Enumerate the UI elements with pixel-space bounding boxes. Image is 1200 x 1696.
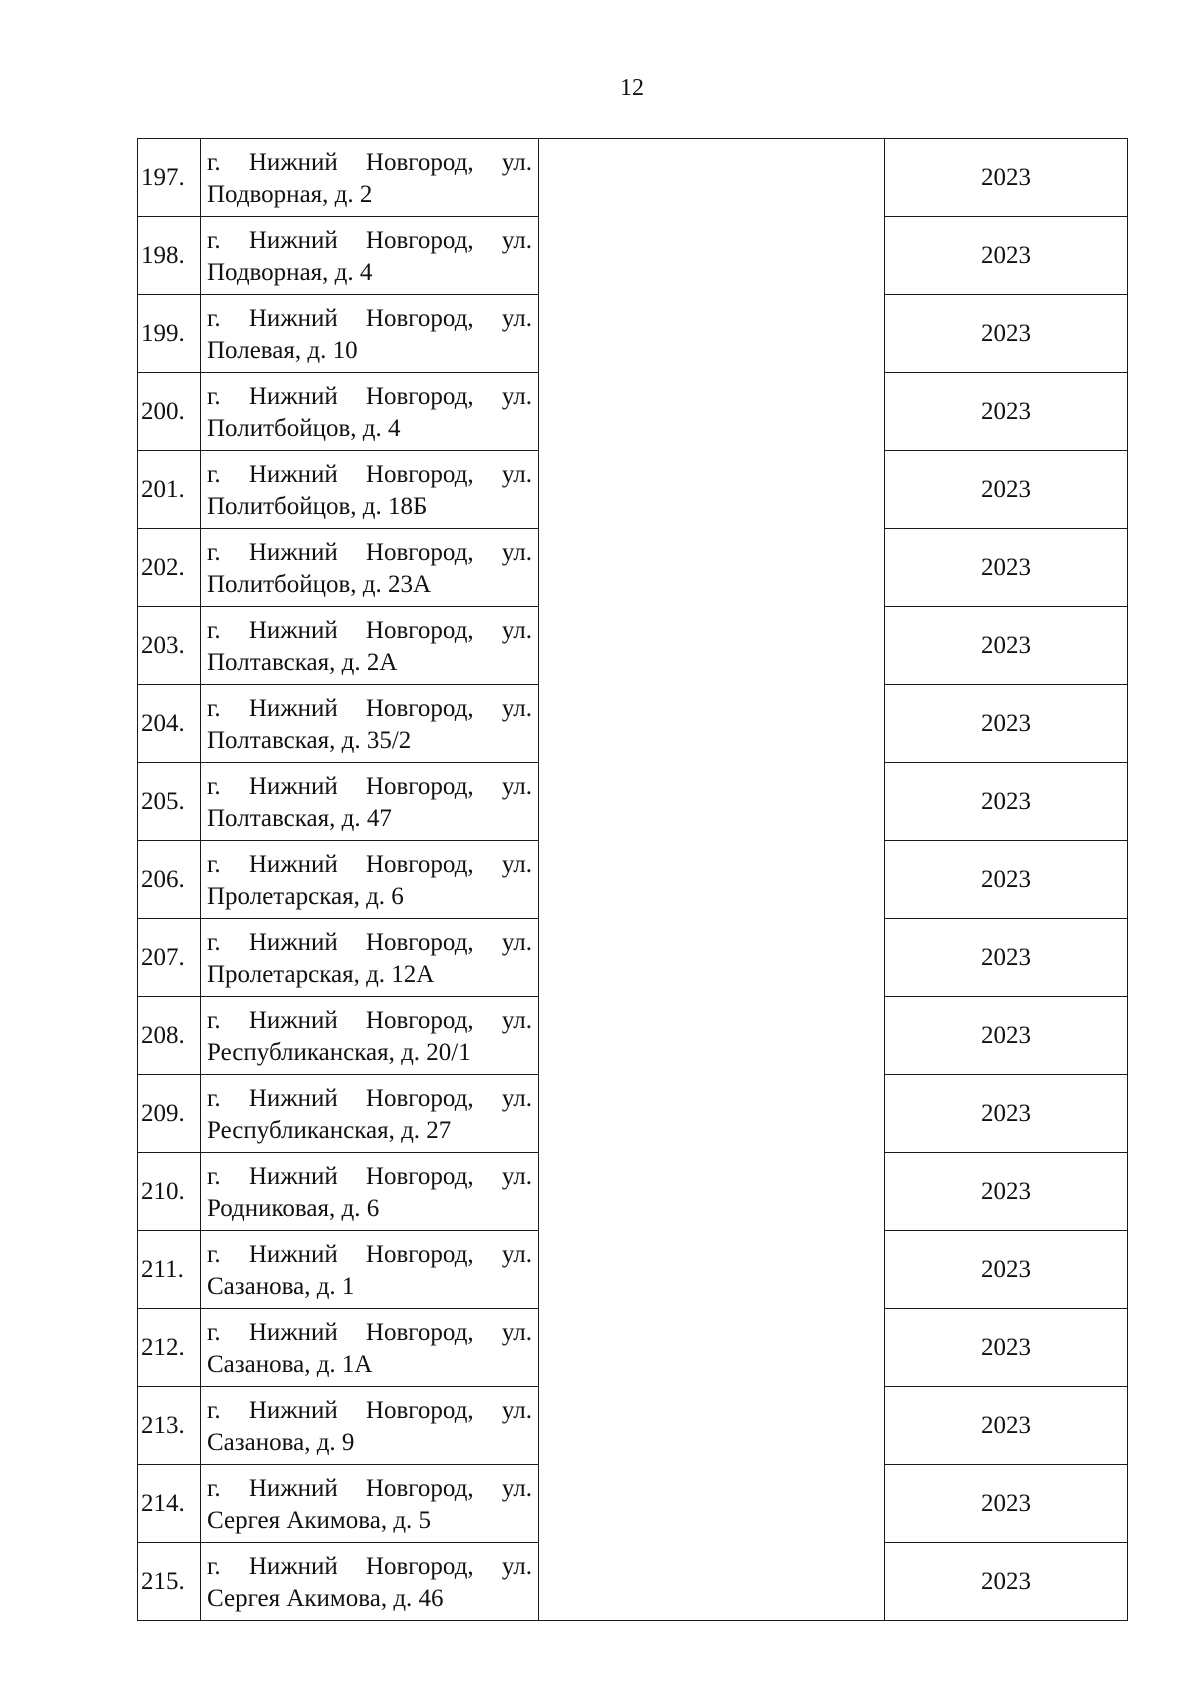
address-city-line: г. Нижний Новгород, ул. [207, 772, 532, 800]
row-number: 211. [138, 1231, 201, 1309]
empty-merged-cell [539, 1465, 885, 1543]
address-street-line: Политбойцов, д. 4 [207, 414, 401, 442]
address-street-line: Сазанова, д. 1А [207, 1350, 373, 1378]
address-city-line: г. Нижний Новгород, ул. [207, 850, 532, 878]
table-row [138, 607, 1128, 685]
empty-merged-cell [539, 217, 885, 295]
year-cell: 2023 [885, 217, 1128, 295]
address-street-line: Политбойцов, д. 23А [207, 570, 432, 598]
address-cell [201, 529, 539, 607]
address-cell [201, 1309, 539, 1387]
table-row [138, 1465, 1128, 1543]
address-cell [201, 841, 539, 919]
table-row [138, 1153, 1128, 1231]
row-number: 201. [138, 451, 201, 529]
address-city-line: г. Нижний Новгород, ул. [207, 694, 532, 722]
year-cell: 2023 [885, 1543, 1128, 1621]
empty-merged-cell [539, 139, 885, 217]
table-body [138, 139, 1128, 1621]
address-cell [201, 997, 539, 1075]
year-cell: 2023 [885, 295, 1128, 373]
address-city-line: г. Нижний Новгород, ул. [207, 1552, 532, 1580]
year-cell: 2023 [885, 1309, 1128, 1387]
table-row [138, 1075, 1128, 1153]
address-cell [201, 1543, 539, 1621]
address-cell [201, 217, 539, 295]
row-number: 214. [138, 1465, 201, 1543]
address-city-line: г. Нижний Новгород, ул. [207, 1006, 532, 1034]
table-row [138, 529, 1128, 607]
year-cell: 2023 [885, 763, 1128, 841]
address-street-line: Сазанова, д. 1 [207, 1272, 355, 1300]
empty-merged-cell [539, 1543, 885, 1621]
address-city-line: г. Нижний Новгород, ул. [207, 1084, 532, 1112]
row-number: 207. [138, 919, 201, 997]
row-number: 209. [138, 1075, 201, 1153]
address-cell [201, 295, 539, 373]
address-city-line: г. Нижний Новгород, ул. [207, 616, 532, 644]
table-row [138, 763, 1128, 841]
address-city-line: г. Нижний Новгород, ул. [207, 382, 532, 410]
empty-merged-cell [539, 1153, 885, 1231]
address-city-line: г. Нижний Новгород, ул. [207, 928, 532, 956]
year-cell: 2023 [885, 919, 1128, 997]
row-number: 200. [138, 373, 201, 451]
address-street-line: Пролетарская, д. 6 [207, 882, 404, 910]
address-cell [201, 685, 539, 763]
row-number: 208. [138, 997, 201, 1075]
table-row [138, 295, 1128, 373]
table-row [138, 217, 1128, 295]
row-number: 203. [138, 607, 201, 685]
table-row [138, 841, 1128, 919]
year-cell: 2023 [885, 529, 1128, 607]
row-number: 204. [138, 685, 201, 763]
year-cell: 2023 [885, 997, 1128, 1075]
address-cell [201, 139, 539, 217]
address-street-line: Сергея Акимова, д. 46 [207, 1584, 444, 1612]
row-number: 197. [138, 139, 201, 217]
address-street-line: Подворная, д. 4 [207, 258, 373, 286]
empty-merged-cell [539, 529, 885, 607]
address-cell [201, 1075, 539, 1153]
address-street-line: Родниковая, д. 6 [207, 1194, 380, 1222]
address-street-line: Республиканская, д. 20/1 [207, 1038, 471, 1066]
table-row [138, 685, 1128, 763]
empty-merged-cell [539, 1387, 885, 1465]
year-cell: 2023 [885, 139, 1128, 217]
empty-merged-cell [539, 685, 885, 763]
address-city-line: г. Нижний Новгород, ул. [207, 304, 532, 332]
address-city-line: г. Нижний Новгород, ул. [207, 1474, 532, 1502]
empty-merged-cell [539, 451, 885, 529]
empty-merged-cell [539, 607, 885, 685]
address-cell [201, 1465, 539, 1543]
year-cell: 2023 [885, 1387, 1128, 1465]
year-cell: 2023 [885, 373, 1128, 451]
empty-merged-cell [539, 841, 885, 919]
address-cell [201, 763, 539, 841]
row-number: 199. [138, 295, 201, 373]
year-cell: 2023 [885, 685, 1128, 763]
row-number: 206. [138, 841, 201, 919]
address-cell [201, 1231, 539, 1309]
address-street-line: Полтавская, д. 35/2 [207, 726, 412, 754]
row-number: 210. [138, 1153, 201, 1231]
year-cell: 2023 [885, 1075, 1128, 1153]
address-street-line: Политбойцов, д. 18Б [207, 492, 428, 520]
year-cell: 2023 [885, 607, 1128, 685]
address-cell [201, 1387, 539, 1465]
address-city-line: г. Нижний Новгород, ул. [207, 1162, 532, 1190]
empty-merged-cell [539, 1309, 885, 1387]
row-number: 202. [138, 529, 201, 607]
address-city-line: г. Нижний Новгород, ул. [207, 1396, 532, 1424]
address-street-line: Полтавская, д. 2А [207, 648, 398, 676]
address-street-line: Пролетарская, д. 12А [207, 960, 435, 988]
table-row [138, 1231, 1128, 1309]
table-row [138, 373, 1128, 451]
empty-merged-cell [539, 997, 885, 1075]
year-cell: 2023 [885, 841, 1128, 919]
empty-merged-cell [539, 919, 885, 997]
address-cell [201, 373, 539, 451]
row-number: 212. [138, 1309, 201, 1387]
address-city-line: г. Нижний Новгород, ул. [207, 226, 532, 254]
year-cell: 2023 [885, 1465, 1128, 1543]
address-street-line: Сазанова, д. 9 [207, 1428, 355, 1456]
table-row [138, 1543, 1128, 1621]
address-cell [201, 607, 539, 685]
address-city-line: г. Нижний Новгород, ул. [207, 1240, 532, 1268]
page-number: 12 [620, 75, 644, 101]
address-cell [201, 919, 539, 997]
year-cell: 2023 [885, 1231, 1128, 1309]
address-city-line: г. Нижний Новгород, ул. [207, 538, 532, 566]
empty-merged-cell [539, 1231, 885, 1309]
address-cell [201, 451, 539, 529]
table-row [138, 1309, 1128, 1387]
address-street-line: Подворная, д. 2 [207, 180, 373, 208]
year-cell: 2023 [885, 1153, 1128, 1231]
address-table [137, 138, 1128, 1621]
row-number: 215. [138, 1543, 201, 1621]
empty-merged-cell [539, 373, 885, 451]
table-row [138, 997, 1128, 1075]
address-city-line: г. Нижний Новгород, ул. [207, 1318, 532, 1346]
address-city-line: г. Нижний Новгород, ул. [207, 148, 532, 176]
row-number: 213. [138, 1387, 201, 1465]
table-row [138, 1387, 1128, 1465]
row-number: 198. [138, 217, 201, 295]
table-row [138, 919, 1128, 997]
empty-merged-cell [539, 763, 885, 841]
table-row [138, 451, 1128, 529]
address-street-line: Полтавская, д. 47 [207, 804, 392, 832]
address-street-line: Полевая, д. 10 [207, 336, 358, 364]
table-row [138, 139, 1128, 217]
address-street-line: Сергея Акимова, д. 5 [207, 1506, 432, 1534]
address-cell [201, 1153, 539, 1231]
address-street-line: Республиканская, д. 27 [207, 1116, 452, 1144]
address-city-line: г. Нижний Новгород, ул. [207, 460, 532, 488]
empty-merged-cell [539, 1075, 885, 1153]
row-number: 205. [138, 763, 201, 841]
year-cell: 2023 [885, 451, 1128, 529]
empty-merged-cell [539, 295, 885, 373]
